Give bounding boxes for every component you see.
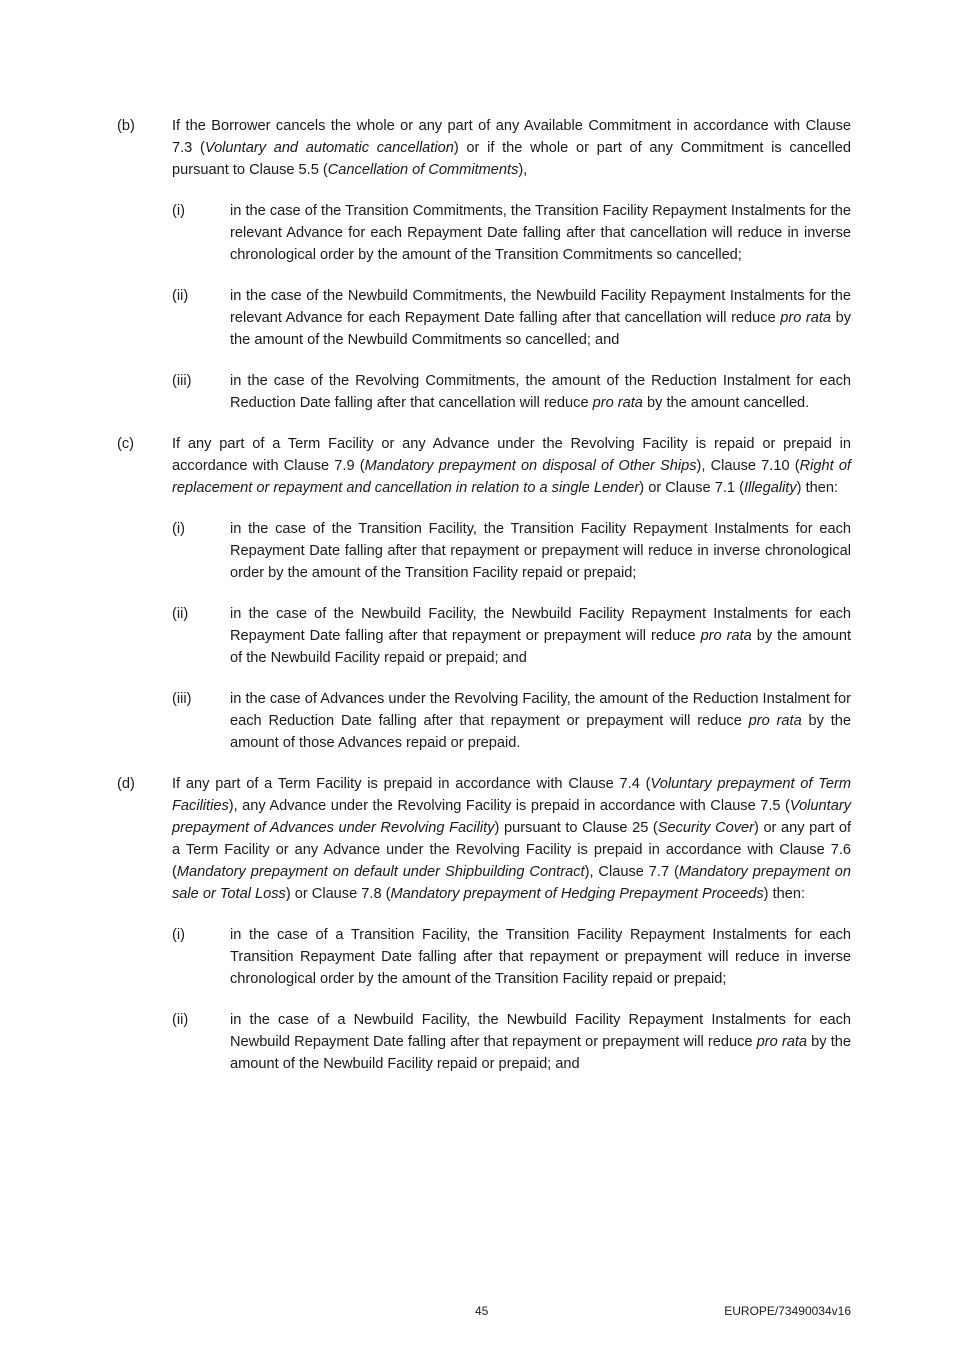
text-segment: If any part of a Term Facility is prepaid in accordance with Clause 7.4 ( — [172, 776, 651, 792]
text-segment: by the amount of the Newbuild Commitments so cancelled; and — [230, 310, 852, 348]
text-segment: by the amount of the Newbuild Facility repaid or prepaid; and — [230, 1034, 852, 1072]
paragraph-label: (ii) — [172, 1012, 189, 1028]
italic-reference: pro rata — [748, 713, 802, 729]
italic-reference: pro rata — [756, 1034, 808, 1050]
document-reference: EUROPE/73490034v16 — [724, 1304, 851, 1318]
italic-reference: Voluntary and automatic cancellation — [204, 140, 454, 156]
text-segment: ) or Clause 7.1 ( — [639, 480, 744, 496]
paragraph-label: (i) — [172, 203, 185, 219]
paragraph-label: (ii) — [172, 288, 189, 304]
italic-reference: pro rata — [700, 628, 752, 644]
text-segment: ) or any part of a Term Facility or any Advance under the Revolving Facility is prepaid in accordance with Clause 7.6 ( — [172, 820, 852, 880]
sub-clause-paragraph — [0, 924, 851, 990]
page-number: 45 — [475, 1304, 489, 1318]
sub-clause-paragraph — [0, 603, 851, 669]
paragraph-label: (iii) — [172, 373, 192, 389]
text-segment: in the case of the Transition Commitments, the Transition Facility Repayment Instalments for the relevant Advance for each Repayment Date falling after that cancellation will reduce in inverse chronological order by the amount of the Transition Commitments so cancelled; — [230, 203, 851, 263]
paragraph-label: (iii) — [172, 691, 192, 707]
paragraph-label: (b) — [117, 118, 135, 134]
text-segment: in the case of a Newbuild Facility, the Newbuild Facility Repayment Instalments for each Newbuild Repayment Date falling after that repayment or prepayment will reduce — [230, 1012, 851, 1050]
text-segment: ) then: — [763, 886, 806, 902]
text-segment: ) then: — [796, 480, 839, 496]
italic-reference: pro rata — [780, 310, 832, 326]
italic-reference: Illegality — [743, 480, 797, 496]
text-segment: ) or Clause 7.8 ( — [285, 886, 391, 902]
text-segment: in the case of Advances under the Revolving Facility, the amount of the Reduction Instalment for each Reduction Date falling after that repayment or prepayment will reduce — [230, 691, 851, 729]
italic-reference: Voluntary prepayment of Advances under Revolving Facility — [172, 798, 851, 836]
italic-reference: Security Cover — [657, 820, 754, 836]
text-segment: ) or if the whole or part of any Commitment is cancelled pursuant to Clause 5.5 ( — [172, 140, 852, 178]
text-segment: in the case of the Newbuild Commitments, the Newbuild Facility Repayment Instalments for the relevant Advance for each Repayment Date falling after that cancellation will reduce — [230, 288, 851, 326]
paragraph-text — [230, 200, 851, 266]
paragraph-text — [230, 603, 851, 669]
paragraph-text — [172, 433, 851, 499]
text-segment: ), Clause 7.7 ( — [584, 864, 679, 880]
paragraph-label: (i) — [172, 927, 185, 943]
italic-reference: Mandatory prepayment on default under Shipbuilding Contract — [176, 864, 585, 880]
sub-clause-paragraph — [0, 370, 851, 414]
text-segment: If the Borrower cancels the whole or any part of any Available Commitment in accordance with Clause 7.3 ( — [172, 118, 851, 156]
paragraph-text — [172, 115, 851, 181]
sub-clause-paragraph — [0, 518, 851, 584]
paragraph-label: (ii) — [172, 606, 189, 622]
italic-reference: Mandatory prepayment of Hedging Prepayment Proceeds — [390, 886, 764, 902]
paragraph-label: (c) — [117, 436, 135, 452]
paragraph-label: (d) — [117, 776, 135, 792]
paragraph-label: (i) — [172, 521, 185, 537]
italic-reference: Right of replacement or repayment and cancellation in relation to a single Lender — [172, 458, 851, 496]
italic-reference: Mandatory prepayment on sale or Total Loss — [172, 864, 852, 902]
text-segment: in the case of the Revolving Commitments, the amount of the Reduction Instalment for each Reduction Date falling after that cancellation will reduce — [230, 373, 851, 411]
document-body — [0, 115, 965, 1094]
italic-reference: Mandatory prepayment on disposal of Other Ships — [364, 458, 697, 474]
text-segment: in the case of a Transition Facility, the Transition Facility Repayment Instalments for each Transition Repayment Date falling after that repayment or prepayment will reduce in inverse chronological order by the amount of the Transition Facility repaid or prepaid; — [230, 927, 851, 987]
sub-clause-paragraph — [0, 200, 851, 266]
text-segment: ), Clause 7.10 ( — [696, 458, 800, 474]
italic-reference: Voluntary prepayment of Term Facilities — [172, 776, 851, 814]
sub-clause-paragraph — [0, 688, 851, 754]
paragraph-text — [230, 688, 851, 754]
text-segment: If any part of a Term Facility or any Advance under the Revolving Facility is repaid or prepaid in accordance with Clause 7.9 ( — [172, 436, 851, 474]
text-segment: by the amount of those Advances repaid or prepaid. — [230, 713, 852, 751]
paragraph-text — [230, 1009, 851, 1075]
paragraph-text — [230, 518, 851, 584]
sub-clause-paragraph — [0, 285, 851, 351]
clause-paragraph — [0, 433, 851, 499]
paragraph-text — [230, 370, 851, 414]
clause-paragraph — [0, 773, 851, 905]
text-segment: by the amount of the Newbuild Facility repaid or prepaid; and — [230, 628, 852, 666]
text-segment: in the case of the Newbuild Facility, the Newbuild Facility Repayment Instalments for each Repayment Date falling after that repayment or prepayment will reduce — [230, 606, 851, 644]
sub-clause-paragraph — [0, 1009, 851, 1075]
paragraph-text — [230, 924, 851, 990]
text-segment: by the amount cancelled. — [642, 395, 810, 411]
paragraph-text — [172, 773, 851, 905]
text-segment: in the case of the Transition Facility, the Transition Facility Repayment Instalments for each Repayment Date falling after that repayment or prepayment will reduce in inverse chronological order by the amount of the Transition Facility repaid or prepaid; — [230, 521, 851, 581]
text-segment: ), any Advance under the Revolving Facility is prepaid in accordance with Clause 7.5 ( — [228, 798, 790, 814]
paragraph-text — [230, 285, 851, 351]
italic-reference: pro rata — [592, 395, 643, 411]
clause-paragraph — [0, 115, 851, 181]
text-segment: ) pursuant to Clause 25 ( — [494, 820, 658, 836]
text-segment: ), — [518, 162, 528, 178]
italic-reference: Cancellation of Commitments — [327, 162, 519, 178]
